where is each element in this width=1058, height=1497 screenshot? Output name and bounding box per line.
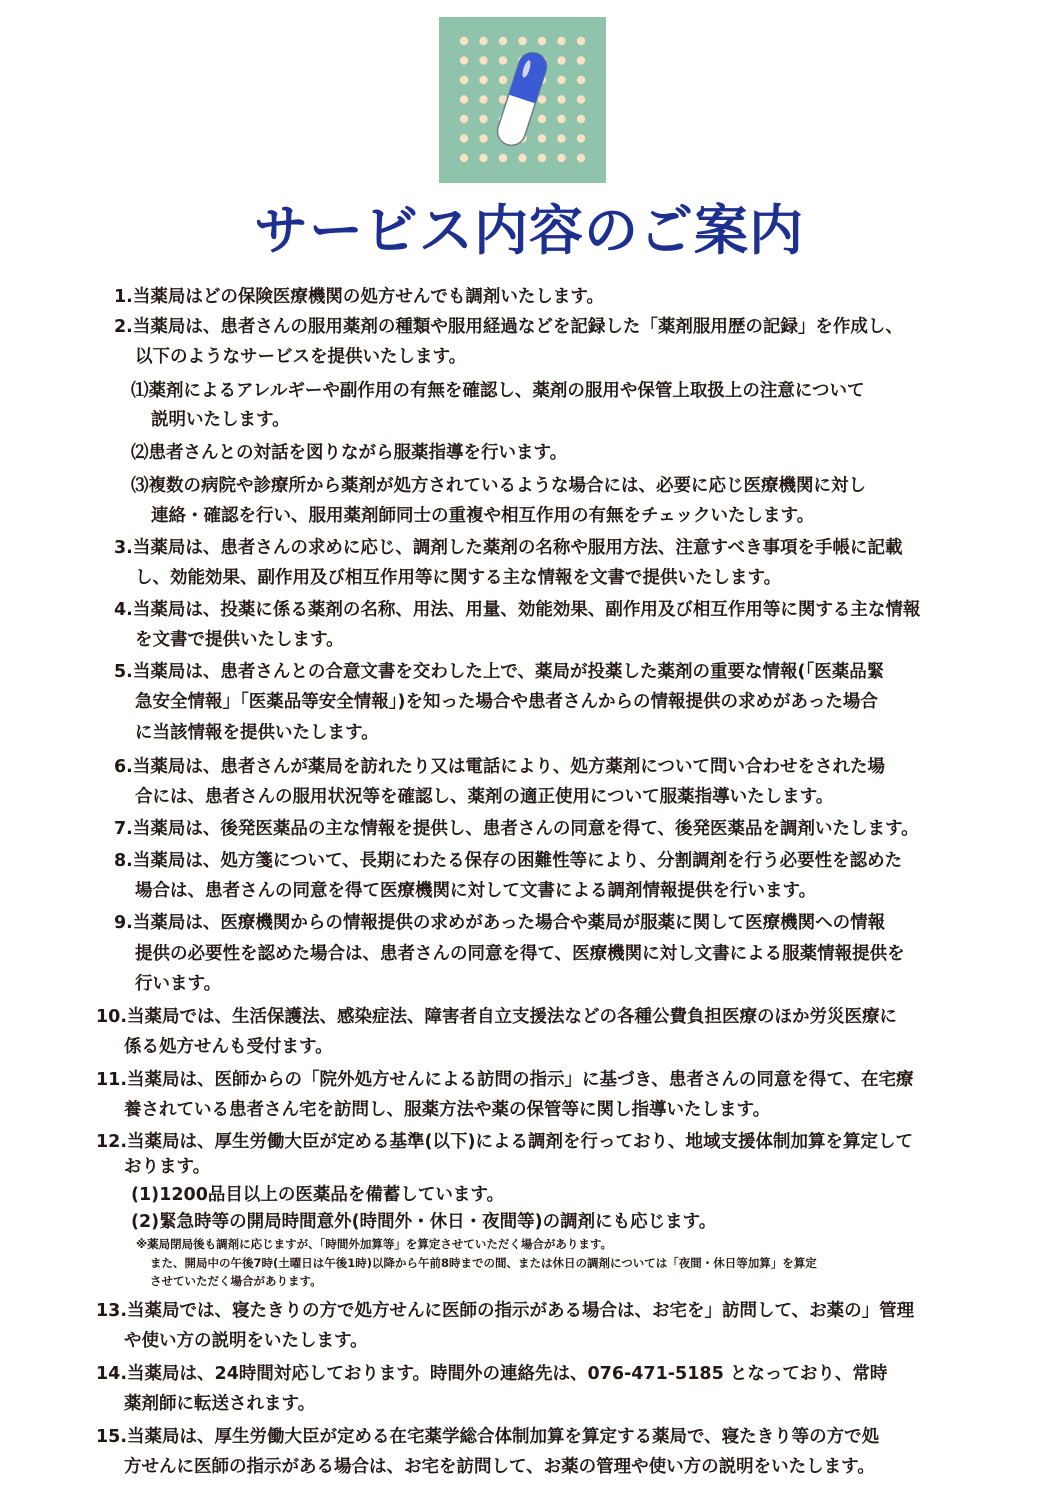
- item-text: 当薬局は、投薬に係る薬剤の名称、用法、用量、効能効果、副作用及び相互作用等に関する主な情報: [132, 600, 921, 620]
- item-text: 以下のようなサービスを提供いたします。: [135, 347, 467, 367]
- list-item: [114, 755, 885, 779]
- item-text: 当薬局では、寝たきりの方で処方せんに医師の指示がある場合は、お宅を」訪問して、お薬の」管理: [127, 1301, 915, 1321]
- list-item: [114, 285, 604, 309]
- list-item: [96, 1299, 914, 1323]
- logo-dot: [538, 134, 546, 142]
- logo-dot: [460, 154, 468, 162]
- item-number: 15.: [96, 1427, 128, 1447]
- item-text: 当薬局では、生活保護法、感染症法、障害者自立支援法などの各種公費負担医療のほか労災医療に: [127, 1007, 898, 1027]
- item-number: 5.: [114, 662, 133, 682]
- logo-dot: [577, 154, 585, 162]
- list-item: [96, 1068, 913, 1092]
- logo-dot: [460, 134, 468, 142]
- logo-dot: [577, 134, 585, 142]
- logo-dot: [518, 37, 526, 45]
- item-number: 3.: [114, 538, 133, 558]
- item-text: し、効能効果、副作用及び相互作用等に関する主な情報を文書で提供いたします。: [135, 568, 782, 588]
- list-item: [131, 474, 866, 498]
- item-text: を文書で提供いたします。: [135, 630, 344, 650]
- logo-dot: [557, 76, 565, 84]
- item-number: ⑴: [131, 381, 149, 401]
- item-text: 患者さんとの対話を図りながら服薬指導を行います。: [148, 443, 568, 463]
- item-number: 6.: [114, 757, 133, 777]
- item-number: 10.: [96, 1007, 128, 1027]
- logo-dot: [479, 37, 487, 45]
- logo-dot: [577, 76, 585, 84]
- item-text: おります。: [124, 1157, 211, 1177]
- item-number: (2): [131, 1212, 160, 1232]
- item-text: 急安全情報」「医薬品等安全情報」)を知った場合や患者さんからの情報提供の求めがあった場合: [135, 692, 878, 712]
- logo-dot: [557, 115, 565, 123]
- list-item: [131, 441, 567, 465]
- logo-dot: [460, 76, 468, 84]
- item-text: 提供の必要性を認めた場合は、患者さんの同意を得て、医療機関に対し文書による服薬情報提供を: [135, 944, 905, 964]
- logo-dot: [460, 37, 468, 45]
- logo-dot: [499, 154, 507, 162]
- item-text: 当薬局は、患者さんとの合意文書を交わした上で、薬局が投薬した薬剤の重要な情報(「医薬品緊: [132, 662, 885, 682]
- item-text: 行います。: [135, 974, 222, 994]
- logo-dot: [538, 154, 546, 162]
- item-text: 係る処方せんも受付ます。: [124, 1037, 333, 1057]
- item-number: 1.: [114, 287, 133, 307]
- item-text: 当薬局は、処方箋について、長期にわたる保存の困難性等により、分割調剤を行う必要性を認めた: [132, 851, 903, 871]
- logo-dot: [499, 37, 507, 45]
- page-title: サービス内容のご案内: [254, 199, 804, 262]
- item-text: や使い方の説明をいたします。: [124, 1331, 368, 1351]
- item-number: 2.: [114, 317, 133, 337]
- logo-dot: [479, 154, 487, 162]
- logo-dot: [577, 95, 585, 103]
- item-text: 複数の病院や診療所から薬剤が処方されているような場合には、必要に応じ医療機関に対し: [148, 476, 866, 496]
- item-text: に当該情報を提供いたします。: [135, 723, 379, 743]
- list-item: [114, 911, 885, 935]
- logo-dot: [577, 56, 585, 64]
- item-text: 当薬局は、患者さんの服用薬剤の種類や服用経過などを記録した「薬剤服用歴の記録」を作成し、: [132, 317, 903, 337]
- list-item: [131, 1210, 716, 1234]
- list-item: [114, 598, 920, 622]
- list-item: [114, 315, 903, 339]
- list-item: [131, 1183, 504, 1207]
- item-text: 養されている患者さん宅を訪問し、服薬方法や薬の保管等に関し指導いたします。: [124, 1100, 771, 1120]
- logo-dot: [538, 115, 546, 123]
- item-text: 当薬局は、医療機関からの情報提供の求めがあった場合や薬局が服薬に関して医療機関への情報: [132, 913, 886, 933]
- list-item: [131, 379, 865, 403]
- item-text: 当薬局は、厚生労働大臣が定める在宅薬学総合体制加算を算定する薬局で、寝たきり等の方で処: [127, 1427, 880, 1447]
- item-number: ⑶: [131, 476, 149, 496]
- logo-dot: [557, 56, 565, 64]
- logo-dot: [479, 56, 487, 64]
- logo-dot: [518, 154, 526, 162]
- logo-dot: [577, 115, 585, 123]
- logo-dot: [557, 37, 565, 45]
- item-text: 1200品目以上の医薬品を備蓄しています。: [159, 1185, 504, 1205]
- logo-dot: [479, 115, 487, 123]
- item-text: 説明いたします。: [151, 410, 290, 430]
- item-text: 当薬局はどの保険医療機関の処方せんでも調剤いたします。: [132, 287, 604, 307]
- logo-dot: [479, 134, 487, 142]
- item-text: 薬剤によるアレルギーや副作用の有無を確認し、薬剤の服用や保管上取扱上の注意について: [148, 381, 865, 401]
- item-number: 13.: [96, 1301, 128, 1321]
- logo-dot: [499, 76, 507, 84]
- logo-dot: [460, 95, 468, 103]
- list-item: [114, 536, 902, 560]
- item-number: 4.: [114, 600, 133, 620]
- logo-dot: [557, 134, 565, 142]
- item-text: 緊急時等の開局時間意外(時間外・休日・夜間等)の調剤にも応じます。: [159, 1212, 717, 1232]
- list-item: [96, 1425, 879, 1449]
- item-text: 当薬局は、患者さんの求めに応じ、調剤した薬剤の名称や服用方法、注意すべき事項を手帳に記載: [132, 538, 903, 558]
- note-text: させていただく場合があります。: [150, 1274, 322, 1288]
- item-number: 9.: [114, 913, 133, 933]
- item-text: 場合は、患者さんの同意を得て医療機関に対して文書による調剤情報提供を行います。: [135, 881, 817, 901]
- item-text: 当薬局は、医師からの「院外処方せんによる訪問の指示」に基づき、患者さんの同意を得て、在宅療: [127, 1070, 914, 1090]
- logo-dot: [460, 115, 468, 123]
- item-text: 当薬局は、24時間対応しております。時間外の連絡先は、076-471-5185 となっており、常時: [127, 1364, 888, 1384]
- logo-dot: [557, 154, 565, 162]
- item-text: 連絡・確認を行い、服用薬剤師同士の重複や相互作用の有無をチェックいたします。: [151, 506, 815, 526]
- item-number: 7.: [114, 819, 133, 839]
- list-item: [114, 660, 884, 684]
- item-number: ⑵: [131, 443, 149, 463]
- item-number: 11.: [96, 1070, 128, 1090]
- list-item: [114, 817, 919, 841]
- note-text: また、開局中の午後7時(土曜日は午後1時)以降から午前8時までの間、または休日の調剤については「夜間・休日等加算」を算定: [150, 1256, 817, 1270]
- list-item: [96, 1362, 887, 1386]
- list-item: [96, 1005, 897, 1029]
- item-text: 方せんに医師の指示がある場合は、お宅を訪問して、お薬の管理や使い方の説明をいたします。: [124, 1457, 875, 1477]
- logo-dot: [460, 56, 468, 64]
- item-text: 薬剤師に転送されます。: [124, 1394, 316, 1414]
- logo-dot: [538, 95, 546, 103]
- note-text: ※薬局閉局後も調剤に応じますが、「時間外加算等」を算定させていただく場合があります。: [136, 1237, 613, 1251]
- logo-capsule-icon: [439, 17, 606, 183]
- item-text: 当薬局は、後発医薬品の主な情報を提供し、患者さんの同意を得て、後発医薬品を調剤いたします。: [132, 819, 919, 839]
- item-number: 12.: [96, 1132, 128, 1152]
- list-item: [96, 1130, 913, 1154]
- logo-dot: [479, 76, 487, 84]
- item-number: (1): [131, 1185, 160, 1205]
- item-text: 当薬局は、厚生労働大臣が定める基準(以下)による調剤を行っており、地域支援体制加算を算定して: [127, 1132, 914, 1152]
- list-item: [114, 849, 902, 873]
- logo-dot: [557, 95, 565, 103]
- item-number: 14.: [96, 1364, 128, 1384]
- logo-dot: [538, 37, 546, 45]
- item-text: 合には、患者さんの服用状況等を確認し、薬剤の適正使用について服薬指導いたします。: [135, 787, 834, 807]
- logo-dot: [479, 95, 487, 103]
- logo-dot: [499, 56, 507, 64]
- item-number: 8.: [114, 851, 133, 871]
- item-text: 当薬局は、患者さんが薬局を訪れたり又は電話により、処方薬剤について問い合わせをされた場: [132, 757, 885, 777]
- logo-dot: [577, 37, 585, 45]
